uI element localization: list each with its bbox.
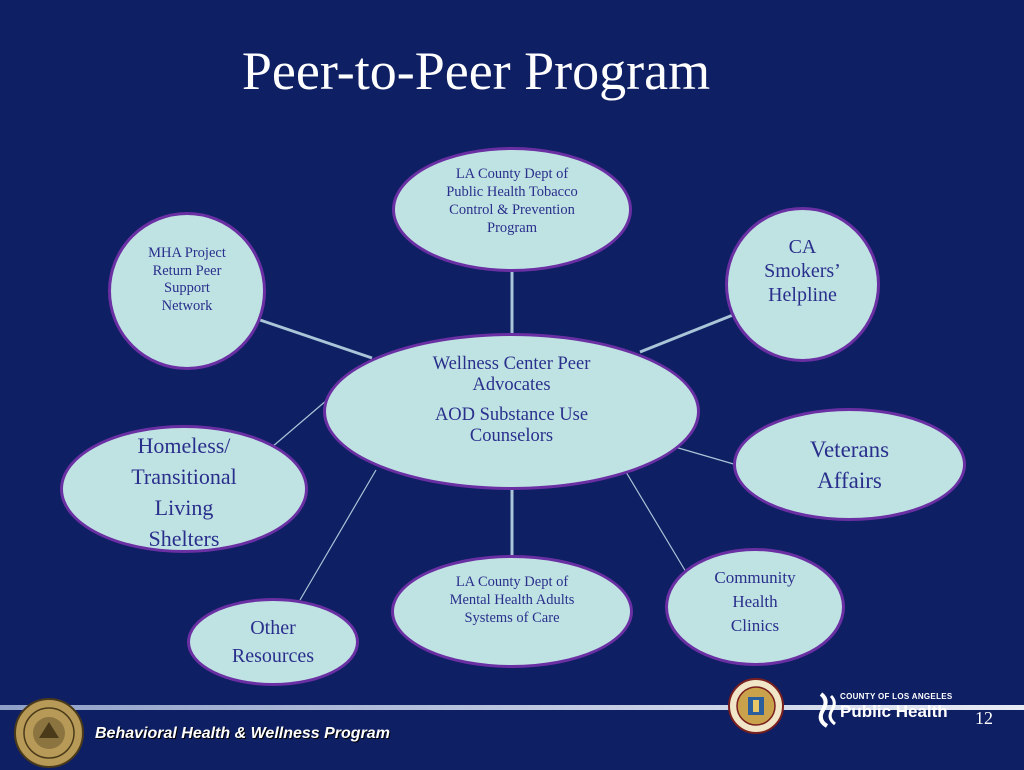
connector-veterans — [675, 447, 737, 465]
node-line: Helpline — [768, 283, 837, 306]
ph-logo-small-text: COUNTY OF LOS ANGELES — [840, 692, 953, 701]
node-homeless-shelters — [60, 425, 308, 553]
node-line: LA County Dept of — [455, 573, 569, 590]
node-line: Affairs — [817, 467, 882, 493]
node-line: Community — [714, 568, 796, 587]
connector-community — [626, 472, 686, 572]
node-line: Living — [154, 495, 214, 520]
connector-ca — [640, 315, 733, 352]
node-line: Systems of Care — [464, 609, 560, 626]
node-veterans-affairs — [733, 408, 966, 521]
footer-program-name: Behavioral Health & Wellness Program — [95, 725, 390, 742]
node-line: Smokers’ — [764, 259, 841, 282]
county-seal-icon — [728, 678, 784, 734]
center-line: Advocates — [472, 375, 551, 395]
node-community-health-clinics — [665, 548, 845, 666]
center-line: Counselors — [469, 426, 554, 446]
node-line: CA — [788, 235, 817, 258]
node-line: Return Peer — [152, 262, 222, 279]
public-health-logo-icon — [815, 690, 841, 730]
center-line: AOD Substance Use — [434, 405, 589, 425]
node-line: Program — [487, 219, 537, 236]
node-line: MHA Project — [148, 245, 226, 261]
page-title: Peer-to-Peer Program — [241, 41, 711, 101]
connector-homeless — [272, 400, 327, 447]
node-line: Shelters — [148, 526, 220, 551]
node-line: Public Health Tobacco — [446, 183, 578, 200]
ph-logo-big-text: Public Health — [840, 702, 948, 721]
node-line: Support — [164, 280, 210, 296]
node-line: Homeless/ — [137, 433, 231, 458]
node-mental-health — [391, 555, 633, 668]
node-wellness-center — [323, 333, 700, 490]
node-line: Veterans — [809, 436, 890, 462]
page-number: 12 — [975, 708, 993, 728]
node-line: Resources — [231, 645, 315, 667]
connector-other — [300, 470, 376, 600]
node-line: LA County Dept of — [455, 165, 569, 182]
node-line: Transitional — [131, 464, 237, 489]
node-line: Clinics — [730, 616, 780, 635]
node-other-resources — [187, 598, 359, 686]
node-public-health-tobacco — [392, 147, 632, 272]
connector-mha — [260, 320, 372, 358]
node-line: Control & Prevention — [449, 201, 575, 218]
node-line: Network — [161, 297, 213, 314]
node-line: Other — [250, 617, 296, 639]
node-line: Health — [732, 592, 778, 611]
node-mha-project — [108, 212, 266, 370]
public-health-logo-text — [840, 692, 953, 722]
center-line: Wellness Center Peer — [432, 354, 591, 374]
node-line: Mental Health Adults — [449, 591, 575, 608]
node-ca-smokers-helpline — [725, 207, 880, 362]
university-seal-icon — [12, 696, 86, 770]
